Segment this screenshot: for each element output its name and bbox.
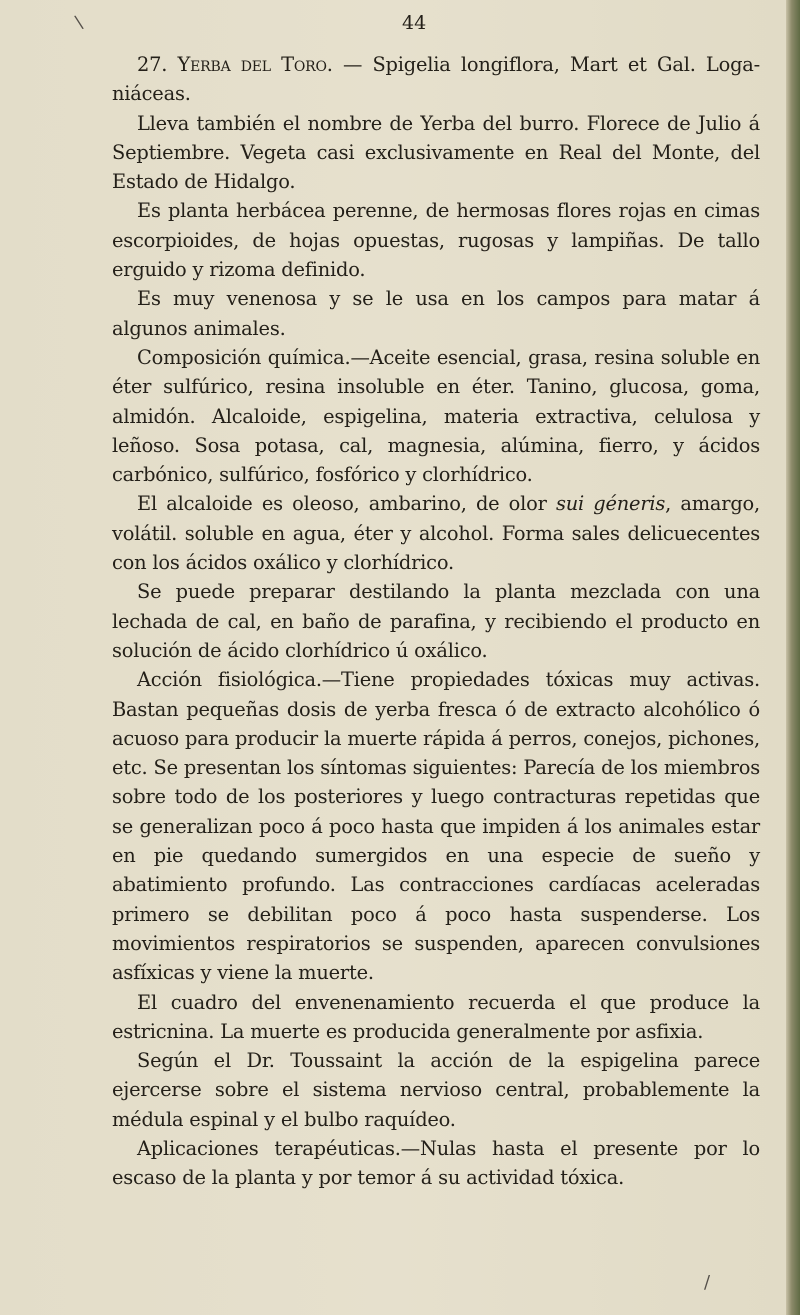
page-edge [786,0,800,1315]
entry-heading [112,50,760,109]
paragraph-description: Es planta herbácea perenne, de hermosas flores rojas en cimas escorpioides, de hojas opuestas, rugosas y lampiñas. De tallo erguido y rizoma definido. [112,199,760,282]
alkaloid-italic-term: sui géneris [555,492,666,516]
paragraph-poisoning-picture: El cuadro del envenenamiento recuerda el que produce la estricnina. La muerte es producida generalmente por asfixia. [112,990,760,1043]
entry-number: 27. [137,53,168,76]
paragraph-physiological-action: Acción fisiológica.—Tiene propiedades tóxicas muy activas. Bastan pequeñas dosis de yerba fresca ó de extracto alcohólico ó acuoso para producir la muerte rápida á perros, conejos, pichones, etc. Se presentan los síntomas siguientes: Parecía de los miembros sobre todo de los posteriores y luego contracturas repetidas que se generalizan poco á poco hasta que impiden á los animales estar en pie quedando sumergidos en una especie de sueño y abatimiento profundo. Las contracciones cardíacas aceleradas primero se debilitan poco á poco hasta suspenderse. Los movimientos respiratorios se suspenden, aparecen convulsiones asfíxicas y viene la muerte. [112,668,760,985]
page-number: 44 [402,12,427,34]
paragraph-therapeutic-uses: Aplicaciones terapéuticas.—Nulas hasta el presente por lo escaso de la planta y por temor á su actividad tóxica. [112,1136,760,1190]
paragraph-chemical-composition: Composición química.—Aceite esencial, grasa, resina soluble en éter sulfúrico, resina insoluble en éter. Tanino, glucosa, goma, almidón. Alcaloide, espigelina, materia extractiva, celulosa y leñoso. Sosa potasa, cal, magnesia, alúmina, fierro, y ácidos carbónico, sulfúrico, fosfórico y clorhídrico. [112,345,760,487]
paragraph-mechanism: Según el Dr. Toussaint la acción de la espigelina parece ejercerse sobre el sistema nervioso central, probablemente la médula espinal y el bulbo raquídeo. [112,1049,760,1131]
paragraph-preparation: Se puede preparar destilando la planta mezclada con una lechada de cal, en baño de parafina, y recibiendo el producto en solución de ácido clorhídrico ú oxálico. [112,580,760,662]
alkaloid-text-end: , amargo, volátil. soluble en agua, éter y alcohol. Forma sales delicuecentes con los ácidos oxálico y clorhídrico. [112,492,760,575]
paragraph-toxicity: Es muy venenosa y se le usa en los campos para matar á algunos animales. [112,287,760,340]
entry-name: Yerba del Toro. [177,53,333,76]
alkaloid-text-start: El alcaloide es oleoso, ambarino, de olor [137,492,556,516]
entry-latin-name: Spigelia longiflora, Mart et Gal. Loga-niáceas. [112,53,760,106]
bottom-mark: / [704,1272,711,1293]
entry-dash: — [332,53,373,76]
corner-mark: \ [73,11,85,34]
body-text [112,50,760,1193]
paragraph-alkaloid [112,489,760,577]
paragraph-common-name: Lleva también el nombre de Yerba del burro. Florece de Julio á Septiembre. Vegeta casi exclusivamente en Real del Monte, del Estado de Hidalgo. [112,111,760,194]
